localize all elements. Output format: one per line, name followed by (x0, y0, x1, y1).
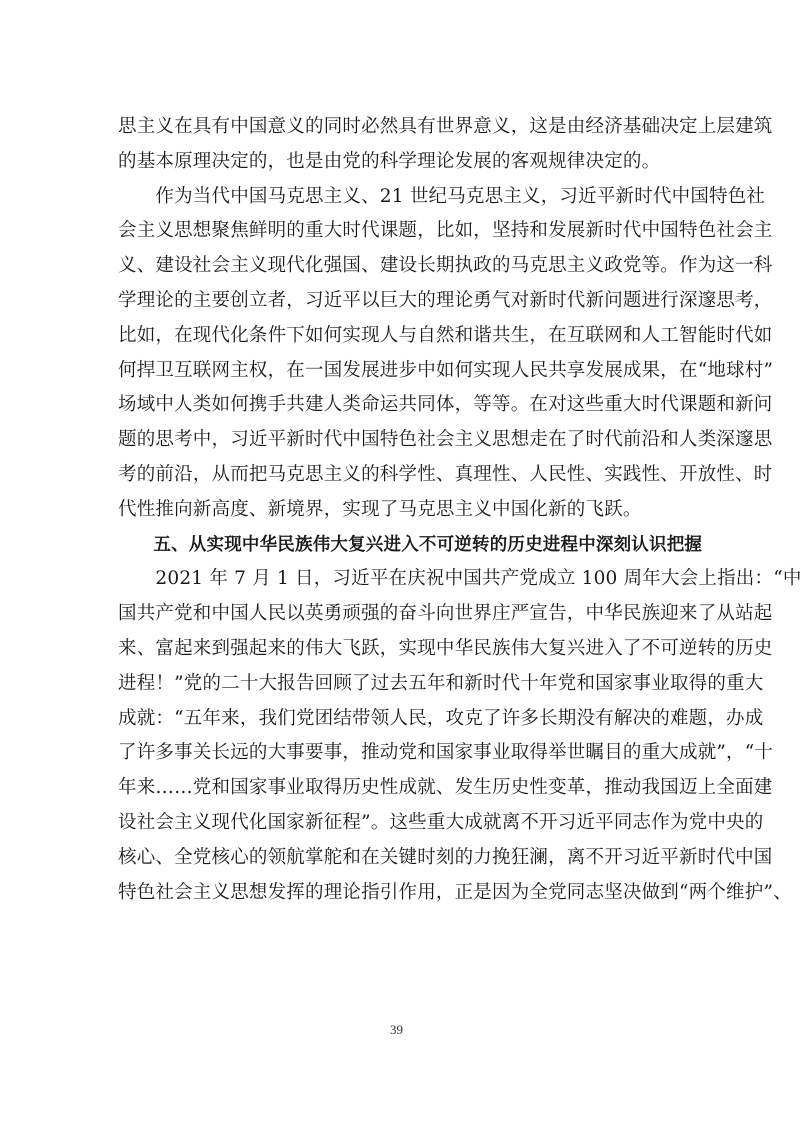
text-line: 进程！”党的二十大报告回顾了过去五年和新时代十年党和国家事业取得的重大 (118, 672, 764, 694)
text-line: 义、建设社会主义现代化强国、建设长期执政的马克思主义政党等。作为这一科 (118, 255, 773, 277)
text-line: 2021 年 7 月 1 日，习近平在庆祝中国共产党成立 100 周年大会上指出：“中 (118, 568, 802, 590)
body-text (118, 110, 802, 910)
text-line: 思主义在具有中国意义的同时必然具有世界意义，这是由经济基础决定上层建筑 (118, 116, 773, 137)
text-line: 比如，在现代化条件下如何实现人与自然和谐共生，在互联网和人工智能时代如 (118, 324, 773, 346)
text-line: 核心、全党核心的领航掌舵和在关键时刻的力挽狂澜，离不开习近平新时代中国 (118, 846, 773, 868)
text-line: 代性推向新高度、新境界，实现了马克思主义中国化新的飞跃。 (118, 498, 642, 520)
text-line: 特色社会主义思想发挥的理论指引作用，正是因为全党同志坚决做到“两个维护”、 (118, 881, 792, 903)
text-line: 学理论的主要创立者，习近平以巨大的理论勇气对新时代新问题进行深邃思考， (118, 289, 773, 311)
text-line: 考的前沿，从而把马克思主义的科学性、真理性、人民性、实践性、开放性、时 (118, 463, 773, 485)
text-line: 设社会主义现代化国家新征程”。这些重大成就离不开习近平同志作为党中央的 (118, 811, 764, 833)
text-line: 作为当代中国马克思主义、21 世纪马克思主义，习近平新时代中国特色社 (118, 185, 766, 207)
text-line: 的基本原理决定的，也是由党的科学理论发展的客观规律决定的。 (118, 150, 661, 172)
section-heading: 五、从实现中华民族伟大复兴进入不可逆转的历史进程中深刻认识把握 (118, 534, 703, 555)
text-line: 国共产党和中国人民以英勇顽强的奋斗向世界庄严宣告，中华民族迎来了从站起 (118, 603, 773, 625)
text-line: 何捍卫互联网主权，在一国发展进步中如何实现人民共享发展成果，在“地球村” (118, 359, 774, 381)
text-line: 会主义思想聚焦鲜明的重大时代课题，比如，坚持和发展新时代中国特色社会主 (118, 220, 773, 242)
text-line: 题的思考中，习近平新时代中国特色社会主义思想走在了时代前沿和人类深邃思 (118, 429, 773, 451)
text-line: 来、富起来到强起来的伟大飞跃，实现中华民族伟大复兴进入了不可逆转的历史 (118, 637, 773, 659)
text-line: 场域中人类如何携手共建人类命运共同体，等等。在对这些重大时代课题和新问 (118, 394, 773, 416)
page-number: 39 (390, 1022, 403, 1037)
text-line: 了许多事关长远的大事要事，推动党和国家事业取得举世瞩目的重大成就”，“十 (118, 742, 774, 764)
text-line: 年来……党和国家事业取得历史性成就、发生历史性变革，推动我国迈上全面建 (118, 777, 773, 799)
text-line: 成就：“五年来，我们党团结带领人民，攻克了许多长期没有解决的难题，办成 (118, 707, 764, 729)
